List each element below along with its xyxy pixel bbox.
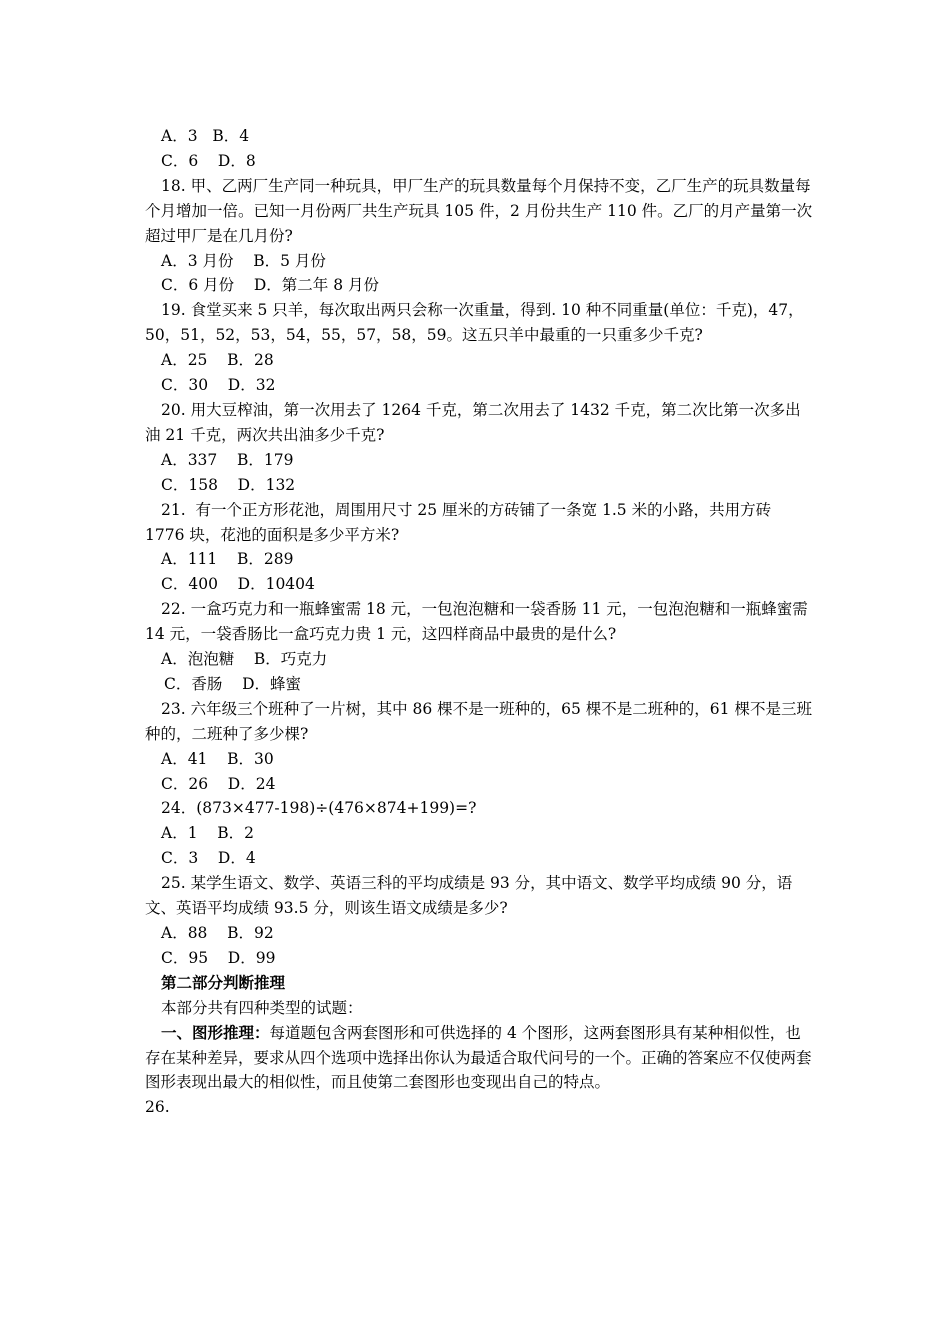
- question-text: 20. 用大豆榨油，第一次用去了 1264 千克，第二次用去了 1432 千克，第二次比第一次多出油 21 千克，两次共出油多少千克?: [145, 400, 801, 444]
- question-text: 18. 甲、乙两厂生产同一种玩具，甲厂生产的玩具数量每个月保持不变，乙厂生产的玩具数量每个月增加一倍。已知一月份两厂共生产玩具 105 件，2 月份共生产 110 件。乙厂的月产量第一次超过甲厂是在几月份?: [145, 176, 813, 245]
- answer-options: C．30 D．32: [161, 376, 276, 395]
- question-text: 19. 食堂买来 5 只羊，每次取出两只会称一次重量，得到. 10 种不同重量(单位：千克)，47，50，51，52，53，54，55，57，58，59。这五只羊中最重的一只重多少千克?: [145, 301, 804, 345]
- question-text: 24．(873×477-198)÷(476×874+199)=?: [161, 799, 477, 818]
- answer-options: C．6 D．8: [161, 151, 256, 170]
- document-body: [145, 124, 813, 1120]
- answer-options: A．25 B．28: [161, 351, 274, 370]
- answer-options: C．3 D．4: [161, 849, 256, 868]
- answer-options: A．88 B．92: [161, 924, 274, 942]
- question-text: 23. 六年级三个班种了一片树，其中 86 棵不是一班种的，65 棵不是二班种的，61 棵不是三班种的，二班种了多少棵?: [145, 699, 812, 743]
- answer-options: A．1 B．2: [161, 824, 255, 843]
- question-text: 21. 有一个正方形花池，周围用尺寸 25 厘米的方砖铺了一条宽 1.5 米的小路，共用方砖 1776 块，花池的面积是多少平方米?: [145, 500, 777, 544]
- answer-options: C．400 D．10404: [161, 575, 315, 594]
- answer-options: C．26 D．24: [161, 774, 276, 793]
- section-item-label: 一、图形推理：: [161, 1022, 270, 1042]
- answer-options: C．6 月份 D．第二年 8 月份: [161, 276, 379, 295]
- next-question-number: 26.: [145, 1098, 170, 1117]
- section-item-text: 每道题包含两套图形和可供选择的 4 个图形，这两套图形具有某种相似性，也存在某种差异，要求从四个选项中选择出你认为最适合取代问号的一个。正确的答案应不仅使两套图形表现出最大的相似性，而且使第二套图形也变现出自己的特点。: [145, 1023, 812, 1092]
- answer-options: A．泡泡糖 B．巧克力: [161, 650, 328, 669]
- answer-options: C．95 D．99: [161, 948, 276, 967]
- answer-options: C．158 D．132: [161, 475, 296, 494]
- answer-options: A．3 B．4: [161, 127, 250, 145]
- answer-options: A．3 月份 B．5 月份: [161, 251, 326, 270]
- section-item-paragraph: [145, 1021, 813, 1096]
- answer-options: A．41 B．30: [161, 749, 274, 768]
- section-intro: 本部分共有四种类型的试题：: [161, 998, 363, 1017]
- answer-options: C．香肠 D．蜂蜜: [164, 674, 301, 693]
- answer-options: A．337 B．179: [161, 450, 294, 469]
- question-text: 22. 一盒巧克力和一瓶蜂蜜需 18 元，一包泡泡糖和一袋香肠 11 元，一包泡泡糖和一瓶蜂蜜需 14 元，一袋香肠比一盒巧克力贵 1 元，这四样商品中最贵的是什么?: [145, 600, 813, 644]
- section-heading: 第二部分判断推理: [161, 972, 286, 992]
- question-text: 25. 某学生语文、数学、英语三科的平均成绩是 93 分，其中语文、数学平均成绩 90 分，语文、英语平均成绩 93.5 分，则该生语文成绩是多少?: [145, 874, 793, 918]
- question-list: [145, 124, 813, 971]
- answer-options: A．111 B．289: [161, 550, 294, 569]
